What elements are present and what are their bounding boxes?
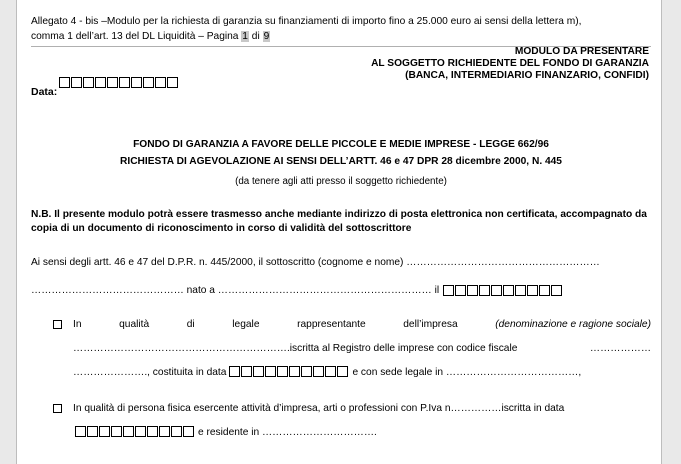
birth-date-box[interactable] [455,285,466,296]
incorporation-date-boxes[interactable] [229,366,349,377]
option-legal-representative [53,318,651,380]
option1-word: dell’impresa [403,319,458,330]
nb-notice: N.B. Il presente modulo potrà essere trasmesso anche mediante indirizzo di posta elettronica non certificata, accompagnato da copia di un documento di riconoscimento in corso di validità del sottoscrittore [31,209,647,234]
date-box[interactable] [131,77,142,88]
header-line-1: Allegato 4 - bis –Modulo per la richiesta di garanzia su finanziamenti di importo fino a 25.000 euro ai sensi della lettera m), [31,16,582,27]
registration-date-box[interactable] [147,426,158,437]
option1-line-3-end: e con sede legale in …………………………………, [352,367,582,378]
page-current: 1 [242,31,248,42]
title-note: (da tenere agli atti presso il soggetto richiedente) [235,176,447,187]
date-row [31,86,179,98]
registration-date-box[interactable] [171,426,182,437]
date-box[interactable] [59,77,70,88]
page-total: 9 [263,31,270,42]
date-box[interactable] [119,77,130,88]
option1-word: rappresentante [297,319,366,330]
option1-word: di [186,319,195,330]
option2-line-2-text: e residente in ……………………………. [198,427,377,438]
registration-date-box[interactable] [123,426,134,437]
birth-date-box[interactable] [503,285,514,296]
recipient-line-1: MODULO DA PRESENTARE [514,46,649,57]
incorporation-date-box[interactable] [241,366,252,377]
option1-line-3-text: …………………., costituita in data [73,367,227,378]
incorporation-date-box[interactable] [229,366,240,377]
option-natural-person [53,402,651,440]
header-line-2-prefix: comma 1 dell’art. 13 del DL Liquidità – Pagina [31,31,242,42]
document-page [16,0,662,464]
birth-date-box[interactable] [491,285,502,296]
option1-line-2-dots: ……………… [589,343,651,354]
option1-word: legale [232,319,260,330]
title-richiesta: RICHIESTA DI AGEVOLAZIONE AI SENSI DELL’ARTT. 46 e 47 DPR 28 dicembre 2000, N. 445 [120,156,562,167]
header-line-2 [31,29,651,44]
option2-line-1 [53,402,651,416]
page-of: di [248,31,263,42]
document-header [31,14,651,47]
registration-date-boxes[interactable] [75,426,195,437]
title-fondo: FONDO DI GARANZIA A FAVORE DELLE PICCOLE E MEDIE IMPRESE - LEGGE 662/96 [133,139,549,150]
incorporation-date-box[interactable] [277,366,288,377]
option1-word: qualità [119,319,150,330]
date-label: Data: [31,86,58,98]
option2-line-2 [53,426,651,440]
birth-date-boxes[interactable] [443,285,563,296]
option1-italic-hint: (denominazione e ragione sociale) [495,319,651,330]
birth-date-box[interactable] [479,285,490,296]
date-box[interactable] [83,77,94,88]
registration-date-box[interactable] [111,426,122,437]
incorporation-date-box[interactable] [289,366,300,377]
recipient-block [289,46,649,82]
birth-date-box[interactable] [443,285,454,296]
birth-date-box[interactable] [539,285,550,296]
birth-date-box[interactable] [527,285,538,296]
signatory-line: Ai sensi degli artt. 46 e 47 del D.P.R. n. 445/2000, il sottoscritto (cognome e nome) ………………………………………………… [31,257,600,268]
option1-line-2 [53,342,651,356]
option1-word: In [73,319,82,330]
option2-line-1-text: In qualità di persona fisica esercente attività d’impresa, arti o professioni con P.Iva n……………iscritta in data [73,403,565,414]
date-box[interactable] [71,77,82,88]
registration-date-box[interactable] [99,426,110,437]
registration-date-box[interactable] [183,426,194,437]
incorporation-date-box[interactable] [313,366,324,377]
recipient-line-2: AL SOGGETTO RICHIEDENTE DEL FONDO DI GARANZIA [371,58,649,69]
birth-date-box[interactable] [551,285,562,296]
birth-line-text: ……………………………………… nato a ……………………………………………………… il [31,285,440,296]
incorporation-date-box[interactable] [253,366,264,377]
birth-line [31,284,653,298]
birth-date-box[interactable] [467,285,478,296]
incorporation-date-box[interactable] [265,366,276,377]
legal-representative-checkbox[interactable] [53,320,62,329]
date-input-boxes[interactable] [59,77,179,88]
date-box[interactable] [95,77,106,88]
option1-line-1 [53,318,651,332]
registration-date-box[interactable] [75,426,86,437]
registration-date-box[interactable] [159,426,170,437]
option1-line-3 [53,366,651,380]
registration-date-box[interactable] [87,426,98,437]
incorporation-date-box[interactable] [325,366,336,377]
recipient-line-3: (BANCA, INTERMEDIARIO FINANZARIO, CONFIDI) [405,70,649,81]
natural-person-checkbox[interactable] [53,404,62,413]
option1-line-2-text: ……………………………………………………….iscritta al Registro delle imprese con codice fiscale [73,343,518,354]
date-box[interactable] [167,77,178,88]
incorporation-date-box[interactable] [337,366,348,377]
registration-date-box[interactable] [135,426,146,437]
incorporation-date-box[interactable] [301,366,312,377]
date-box[interactable] [155,77,166,88]
date-box[interactable] [107,77,118,88]
birth-date-box[interactable] [515,285,526,296]
date-box[interactable] [143,77,154,88]
